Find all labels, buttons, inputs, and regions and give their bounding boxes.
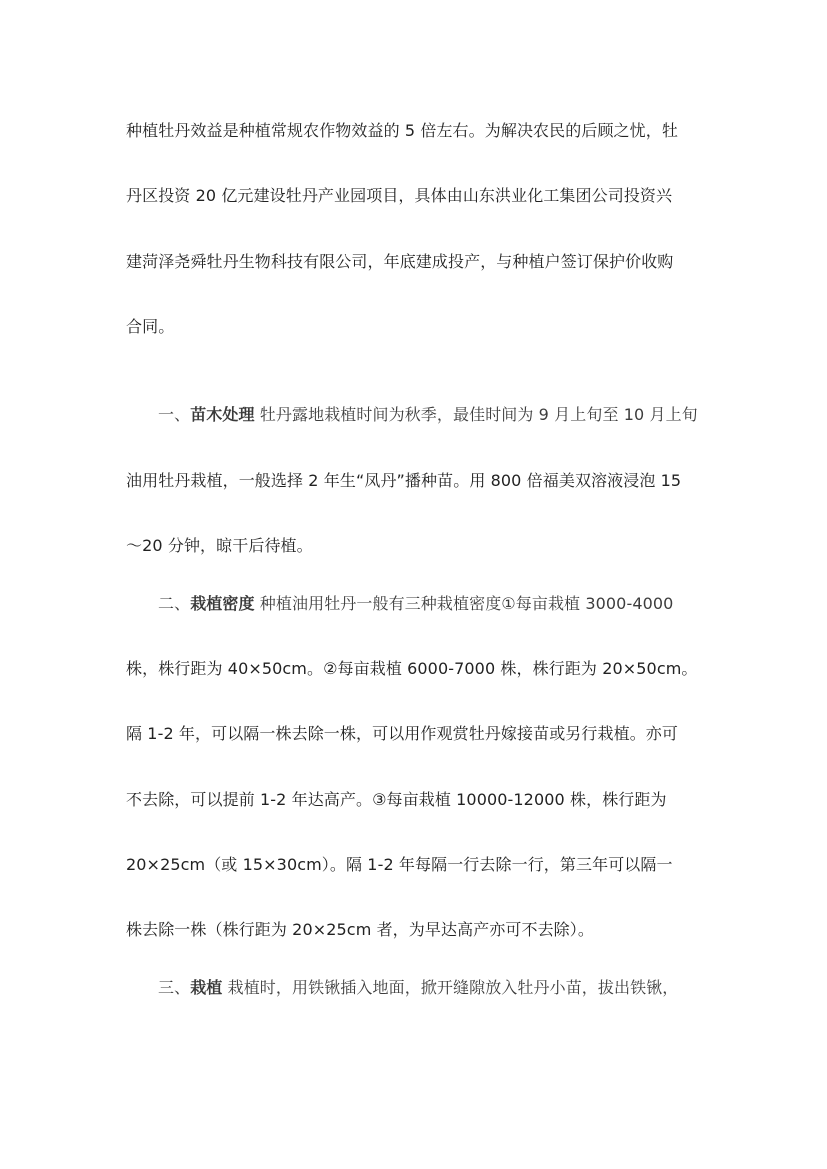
- section2-first-line-text: 种植油用牡丹一般有三种栽植密度①每亩栽植 3000-4000: [254, 594, 674, 613]
- section2-line-5: 20×25cm（或 15×30cm）。隔 1-2 年每隔一行去除一行，第三年可以隔一: [126, 855, 673, 874]
- section3-first-line: [158, 978, 678, 998]
- intro-line-3: 建菏泽尧舜牡丹生物科技有限公司，年底建成投产，与种植户签订保护价收购: [126, 252, 674, 271]
- section1-title: 苗木处理: [190, 405, 255, 424]
- section1-line-2: 油用牡丹栽植，一般选择 2 年生“凤丹”播种苗。用 800 倍福美双溶液浸泡 15: [126, 471, 682, 490]
- section1-number: 一、: [158, 405, 191, 424]
- section2-line-2: 株，株行距为 40×50cm。②每亩栽植 6000-7000 株，株行距为 20×50cm。: [126, 659, 698, 678]
- section3-first-line-text: 栽植时，用铁锹插入地面，掀开缝隙放入牡丹小苗，拔出铁锹，: [222, 978, 679, 997]
- section2-line-3: 隔 1-2 年，可以隔一株去除一株，可以用作观赏牡丹嫁接苗或另行栽植。亦可: [126, 724, 679, 743]
- section2-title: 栽植密度: [190, 594, 255, 613]
- intro-line-1: 种植牡丹效益是种植常规农作物效益的 5 倍左右。为解决农民的后顾之忧，牡: [126, 121, 678, 140]
- intro-line-4: 合同。: [126, 317, 175, 336]
- section2-line-4: 不去除，可以提前 1-2 年达高产。③每亩栽植 10000-12000 株，株行距为: [126, 790, 667, 809]
- section3-title: 栽植: [190, 978, 223, 997]
- intro-line-2: 丹区投资 20 亿元建设牡丹产业园项目，具体由山东洪业化工集团公司投资兴: [126, 186, 673, 205]
- section2-first-line: [158, 594, 673, 614]
- section3-number: 三、: [158, 978, 191, 997]
- section2-number: 二、: [158, 594, 191, 613]
- section1-first-line: [158, 405, 698, 425]
- section1-first-line-text: 牡丹露地栽植时间为秋季，最佳时间为 9 月上旬至 10 月上旬: [254, 405, 698, 424]
- section1-line-3: ～20 分钟，晾干后待植。: [126, 536, 313, 555]
- section2-line-6: 株去除一株（株行距为 20×25cm 者，为早达高产亦可不去除）。: [126, 920, 594, 939]
